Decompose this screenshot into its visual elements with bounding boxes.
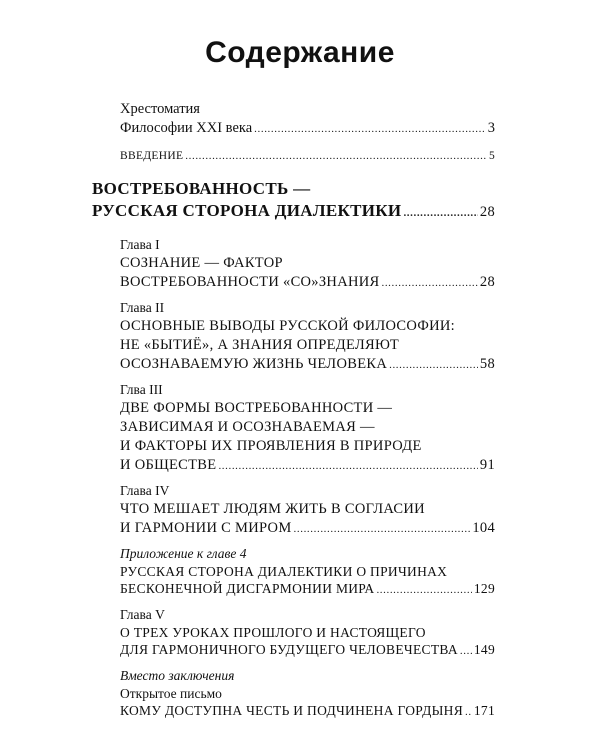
toc-entry-line: О ТРЕХ УРОКАХ ПРОШЛОГО И НАСТОЯЩЕГО [120,625,426,640]
leader-dots [185,147,487,166]
toc-entry-title: И ГАРМОНИИ С МИРОМ [120,520,292,536]
toc-page-number: 91 [479,457,495,473]
chapter-label: Глава V [120,607,165,622]
leader-dots [403,202,477,224]
toc-entry-chapter-1[interactable] [120,236,495,293]
toc-entry-line: ЧТО МЕШАЕТ ЛЮДЯМ ЖИТЬ В СОГЛАСИИ [120,501,425,517]
toc-entry-anthology[interactable] [120,100,495,139]
conclusion-label: Вместо заключения [120,668,235,683]
toc-page-number: 28 [479,274,495,290]
leader-dots [465,703,472,722]
leader-dots [389,356,478,375]
toc-entry-chapter-2[interactable] [120,299,495,375]
toc-entry-section[interactable] [92,178,495,224]
toc-entry-chapter-5[interactable] [120,606,495,661]
toc-page-number: 58 [479,356,495,372]
toc-entry-title: Философии XXI века [120,120,253,136]
toc-entry-title: ВВЕДЕНИЕ [120,150,184,162]
toc-entry-title: И ОБЩЕСТВЕ [120,457,217,473]
toc-entry-line: РУССКАЯ СТОРОНА ДИАЛЕКТИКИ О ПРИЧИНАХ [120,564,448,579]
toc-page-number: 3 [487,120,495,136]
leader-dots [460,642,472,661]
toc-entry-title: ДЛЯ ГАРМОНИЧНОГО БУДУЩЕГО ЧЕЛОВЕЧЕСТВА [120,642,458,657]
open-letter-label: Открытое письмо [120,686,222,701]
toc-entry-line: ДВЕ ФОРМЫ ВОСТРЕБОВАННОСТИ — [120,400,393,416]
toc-entry-introduction[interactable] [120,147,495,166]
toc-page-number: 129 [473,581,495,596]
toc-entry-line: ВОСТРЕБОВАННОСТЬ — [92,179,311,198]
toc-entry-title: ВОСТРЕБОВАННОСТИ «СО»ЗНАНИЯ [120,274,380,290]
toc-page-number: 171 [473,703,495,718]
toc-entry-title: ОСОЗНАВАЕМУЮ ЖИЗНЬ ЧЕЛОВЕКА [120,356,388,372]
leader-dots [218,457,477,476]
toc-entry-appendix[interactable] [120,545,495,600]
toc-entry-title: БЕСКОНЕЧНОЙ ДИСГАРМОНИИ МИРА [120,581,375,596]
toc-entry-line: Хрестоматия [120,101,200,117]
toc-entry-chapter-4[interactable] [120,482,495,539]
chapter-label: Глва III [120,382,163,397]
toc-entry-line: И ФАКТОРЫ ИХ ПРОЯВЛЕНИЯ В ПРИРОДЕ [120,438,422,454]
table-of-contents [92,100,495,722]
toc-entry-conclusion[interactable] [120,667,495,722]
toc-page-number: 5 [488,150,495,162]
toc-entry-line: НЕ «БЫТИЁ», А ЗНАНИЯ ОПРЕДЕЛЯЮТ [120,337,400,353]
toc-page-number: 104 [472,520,495,536]
toc-entry-line: ЗАВИСИМАЯ И ОСОЗНАВАЕМАЯ — [120,419,375,435]
leader-dots [376,581,471,600]
chapter-label: Глава IV [120,483,170,498]
appendix-label: Приложение к главе 4 [120,546,247,561]
leader-dots [254,120,486,139]
toc-entry-line: СОЗНАНИЕ — ФАКТОР [120,255,283,271]
toc-entry-title: КОМУ ДОСТУПНА ЧЕСТЬ И ПОДЧИНЕНА ГОРДЫНЯ [120,703,464,718]
toc-entry-title: РУССКАЯ СТОРОНА ДИАЛЕКТИКИ [92,201,402,220]
chapter-label: Глава I [120,237,160,252]
page-title: Содержание [205,36,395,69]
toc-page-number: 28 [479,204,495,220]
chapter-label: Глава II [120,300,165,315]
leader-dots [381,274,477,293]
toc-entry-chapter-3[interactable] [120,381,495,476]
toc-entry-line: ОСНОВНЫЕ ВЫВОДЫ РУССКОЙ ФИЛОСОФИИ: [120,318,455,334]
leader-dots [294,520,471,539]
toc-page-number: 149 [473,642,495,657]
